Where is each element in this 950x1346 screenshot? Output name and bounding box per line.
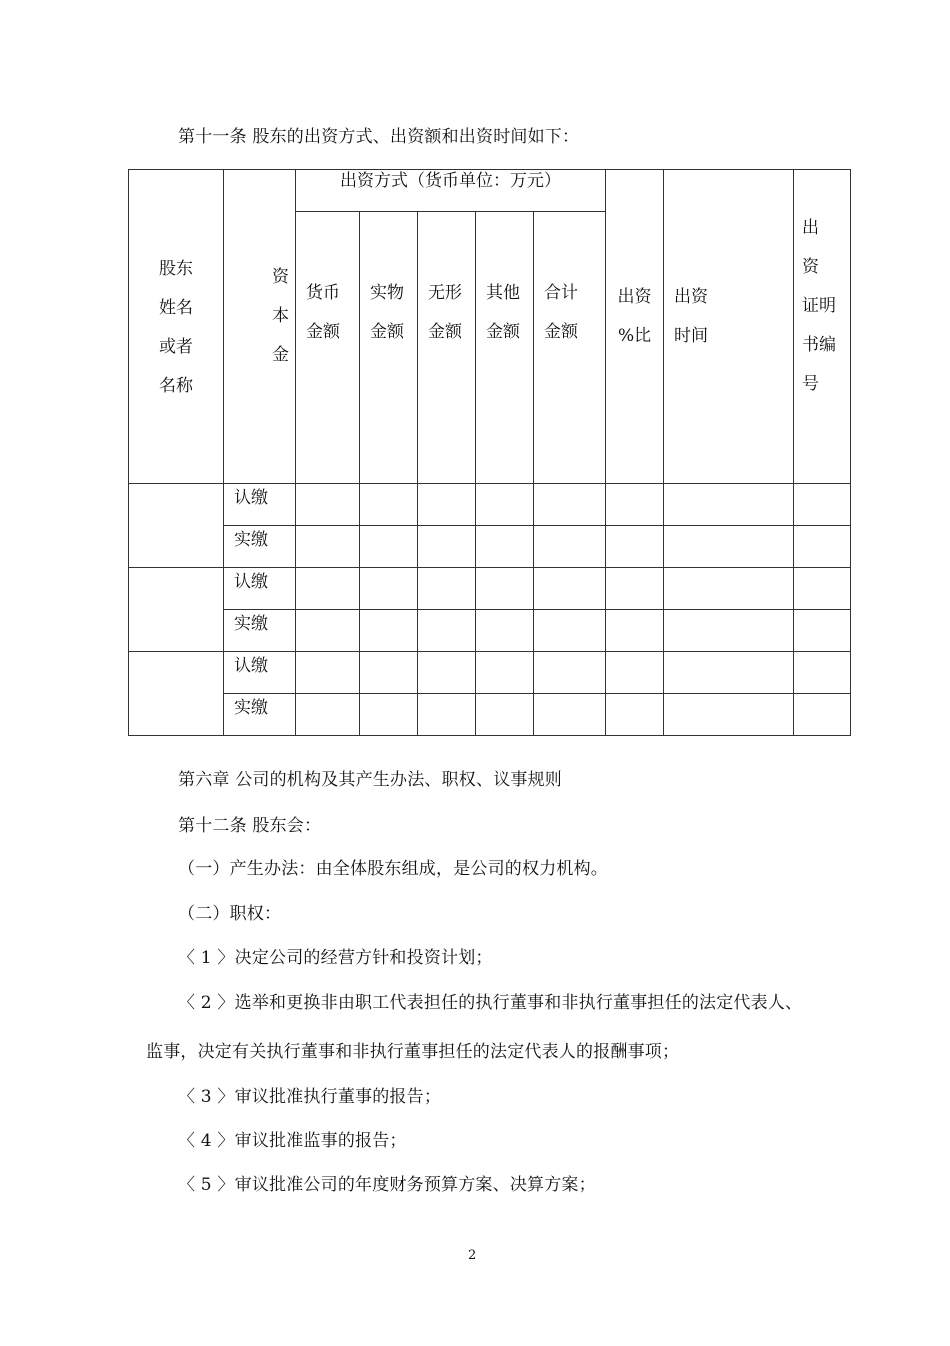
table-cell[interactable] bbox=[418, 484, 476, 526]
table-cell[interactable] bbox=[534, 694, 606, 736]
article-11-heading: 第十一条 股东的出资方式、出资额和出资时间如下： bbox=[178, 127, 580, 147]
table-cell[interactable] bbox=[664, 484, 794, 526]
row-label-paid: 实缴 bbox=[224, 610, 296, 652]
table-cell[interactable] bbox=[360, 610, 418, 652]
table-cell[interactable] bbox=[606, 568, 664, 610]
page-number: 2 bbox=[468, 1248, 477, 1263]
table-row bbox=[129, 694, 851, 736]
table-cell[interactable] bbox=[418, 610, 476, 652]
power-4: 〈 4 〉审议批准监事的报告； bbox=[178, 1131, 407, 1151]
table-cell[interactable] bbox=[296, 484, 360, 526]
row-label-subscribed: 认缴 bbox=[224, 568, 296, 610]
row-label-paid: 实缴 bbox=[224, 694, 296, 736]
table-cell[interactable] bbox=[296, 652, 360, 694]
table-cell[interactable] bbox=[360, 484, 418, 526]
article-12-heading: 第十二条 股东会： bbox=[178, 816, 322, 836]
table-cell[interactable] bbox=[418, 568, 476, 610]
table-cell[interactable] bbox=[296, 526, 360, 568]
row-label-subscribed: 认缴 bbox=[224, 484, 296, 526]
table-cell[interactable] bbox=[794, 568, 851, 610]
table-cell[interactable] bbox=[664, 526, 794, 568]
table-cell[interactable] bbox=[664, 568, 794, 610]
shareholder-cell[interactable] bbox=[129, 568, 224, 652]
item-powers: （二）职权： bbox=[178, 904, 282, 924]
table-cell[interactable] bbox=[606, 652, 664, 694]
header-physical-amount: 实物 金额 bbox=[360, 212, 418, 484]
table-cell[interactable] bbox=[418, 694, 476, 736]
table-cell[interactable] bbox=[664, 694, 794, 736]
power-2-line-1: 〈 2 〉选举和更换非由职工代表担任的执行董事和非执行董事担任的法定代表人、 bbox=[178, 993, 803, 1013]
table-cell[interactable] bbox=[296, 568, 360, 610]
header-certificate-no: 出 资 证明 书编 号 bbox=[794, 170, 851, 484]
header-capital: 资 本 金 bbox=[224, 170, 296, 484]
table-cell[interactable] bbox=[296, 610, 360, 652]
power-1: 〈 1 〉决定公司的经营方针和投资计划； bbox=[178, 948, 493, 968]
table-cell[interactable] bbox=[606, 484, 664, 526]
power-5: 〈 5 〉审议批准公司的年度财务预算方案、决算方案； bbox=[178, 1175, 596, 1195]
header-other-amount: 其他 金额 bbox=[476, 212, 534, 484]
table-cell[interactable] bbox=[606, 526, 664, 568]
table-cell[interactable] bbox=[606, 694, 664, 736]
table-cell[interactable] bbox=[664, 652, 794, 694]
table-cell[interactable] bbox=[418, 652, 476, 694]
table-cell[interactable] bbox=[794, 694, 851, 736]
table-cell[interactable] bbox=[534, 568, 606, 610]
shareholder-cell[interactable] bbox=[129, 484, 224, 568]
table-cell[interactable] bbox=[476, 568, 534, 610]
header-time: 出资 时间 bbox=[664, 170, 794, 484]
table-row bbox=[129, 568, 851, 610]
shareholder-cell[interactable] bbox=[129, 652, 224, 736]
table-cell[interactable] bbox=[534, 526, 606, 568]
item-formation: （一）产生办法：由全体股东组成，是公司的权力机构。 bbox=[178, 859, 608, 879]
table-row bbox=[129, 652, 851, 694]
table-cell[interactable] bbox=[296, 694, 360, 736]
table-row bbox=[129, 610, 851, 652]
table-row bbox=[129, 484, 851, 526]
investment-table bbox=[128, 169, 851, 736]
row-label-subscribed: 认缴 bbox=[224, 652, 296, 694]
table-cell[interactable] bbox=[794, 610, 851, 652]
table-cell[interactable] bbox=[476, 652, 534, 694]
table-cell[interactable] bbox=[360, 652, 418, 694]
table-cell[interactable] bbox=[360, 694, 418, 736]
table-row bbox=[129, 526, 851, 568]
row-label-paid: 实缴 bbox=[224, 526, 296, 568]
table-cell[interactable] bbox=[534, 610, 606, 652]
power-3: 〈 3 〉审议批准执行董事的报告； bbox=[178, 1087, 442, 1107]
header-currency-amount: 货币 金额 bbox=[296, 212, 360, 484]
table-cell[interactable] bbox=[794, 484, 851, 526]
table-cell[interactable] bbox=[534, 652, 606, 694]
table-cell[interactable] bbox=[794, 526, 851, 568]
header-total-amount: 合计 金额 bbox=[534, 212, 606, 484]
table-cell[interactable] bbox=[360, 568, 418, 610]
table-cell[interactable] bbox=[476, 484, 534, 526]
header-ratio: 出资 %比 bbox=[606, 170, 664, 484]
table-cell[interactable] bbox=[476, 694, 534, 736]
table-cell[interactable] bbox=[794, 652, 851, 694]
table-cell[interactable] bbox=[476, 610, 534, 652]
header-shareholder-name: 股东 姓名 或者 名称 bbox=[129, 170, 224, 484]
table-cell[interactable] bbox=[360, 526, 418, 568]
table-cell[interactable] bbox=[534, 484, 606, 526]
table-cell[interactable] bbox=[664, 610, 794, 652]
chapter-6-heading: 第六章 公司的机构及其产生办法、职权、议事规则 bbox=[178, 770, 563, 790]
header-investment-method: 出资方式（货币单位：万元） bbox=[296, 170, 606, 212]
table-cell[interactable] bbox=[476, 526, 534, 568]
table-cell[interactable] bbox=[418, 526, 476, 568]
table-cell[interactable] bbox=[606, 610, 664, 652]
header-intangible-amount: 无形 金额 bbox=[418, 212, 476, 484]
power-2-line-2: 监事，决定有关执行董事和非执行董事担任的法定代表人的报酬事项； bbox=[146, 1042, 680, 1062]
